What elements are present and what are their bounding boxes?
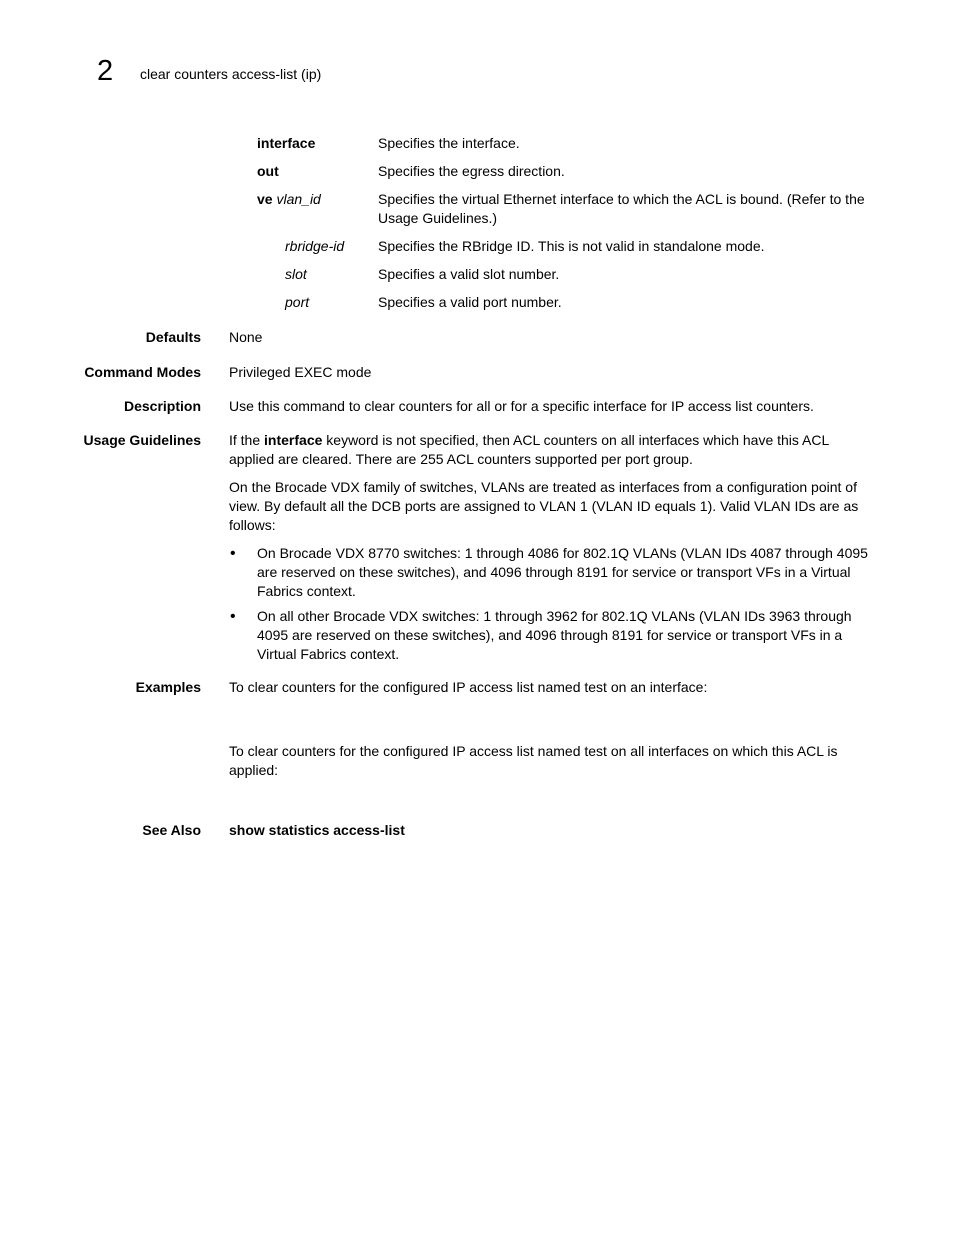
example-intro: To clear counters for the configured IP access list named test on all interfaces on which this ACL is applied:	[229, 743, 838, 778]
param-row-rbridge-id	[257, 237, 869, 256]
param-description: Specifies a valid port number.	[378, 294, 562, 310]
parameter-table	[257, 134, 869, 321]
list-item	[229, 544, 869, 601]
param-description: Specifies a valid slot number.	[378, 266, 560, 282]
param-keyword: interface	[257, 135, 316, 151]
usage-text: keyword is not specified, then ACL counters on all interfaces which have this ACL applied are cleared. There are 255 ACL counters supported per port group.	[229, 432, 829, 467]
bullet-icon: •	[230, 608, 236, 625]
param-argument: port	[285, 294, 310, 310]
param-row-out	[257, 162, 869, 181]
param-description: Specifies the egress direction.	[378, 163, 565, 179]
param-argument: rbridge-id	[285, 238, 345, 254]
param-description: Specifies the virtual Ethernet interface to which the ACL is bound. (Refer to the Usage Guidelines.)	[378, 191, 865, 226]
param-term	[285, 237, 344, 256]
param-term	[257, 134, 315, 153]
usage-paragraph	[229, 431, 869, 469]
param-description: Specifies the RBridge ID. This is not valid in standalone mode.	[378, 238, 765, 254]
section-label: Examples	[135, 679, 201, 695]
param-term	[257, 190, 321, 209]
section-label: Defaults	[145, 329, 201, 345]
param-row-port	[257, 293, 869, 312]
param-term	[285, 293, 309, 312]
list-item	[229, 607, 869, 664]
param-keyword: out	[257, 163, 279, 179]
chapter-number: 2	[97, 55, 114, 87]
section-label: Description	[123, 398, 201, 414]
param-description: Specifies the interface.	[378, 135, 520, 151]
vlan-id-list	[229, 544, 869, 664]
param-keyword: ve	[257, 191, 273, 207]
section-label: Command Modes	[84, 364, 201, 380]
section-body: None	[229, 329, 263, 345]
usage-paragraph: On the Brocade VDX family of switches, VLANs are treated as interfaces from a configuration point of view. By default all the DCB ports are assigned to VLAN 1 (VLAN ID equals 1). Valid VLAN IDs are as follows:	[229, 479, 859, 533]
section-body: Use this command to clear counters for all or for a specific interface for IP access list counters.	[229, 398, 814, 414]
example-intro: To clear counters for the configured IP access list named test on an interface:	[229, 679, 708, 695]
list-item-text: On all other Brocade VDX switches: 1 through 3962 for 802.1Q VLANs (VLAN IDs 3963 through 4095 are reserved on these switches), and 4096 through 8191 for service or transport VFs in a Virtual Fabrics context.	[257, 608, 852, 662]
param-row-ve	[257, 190, 869, 228]
section-body	[229, 431, 869, 670]
section-body: Privileged EXEC mode	[229, 364, 372, 380]
usage-keyword: interface	[264, 432, 323, 448]
section-label: Usage Guidelines	[83, 432, 201, 448]
param-term	[257, 162, 279, 181]
param-argument: slot	[285, 266, 307, 282]
section-body	[229, 821, 869, 840]
section-label: See Also	[142, 822, 201, 838]
bullet-icon: •	[230, 545, 236, 562]
usage-text: If the	[229, 432, 265, 448]
param-row-slot	[257, 265, 869, 284]
running-head: clear counters access-list (ip)	[140, 66, 322, 82]
param-argument: vlan_id	[276, 191, 321, 207]
param-row-interface	[257, 134, 869, 153]
section-body	[229, 678, 869, 789]
param-term	[285, 265, 307, 284]
list-item-text: On Brocade VDX 8770 switches: 1 through 4086 for 802.1Q VLANs (VLAN IDs 4087 through 4095 are reserved on these switches), and 4096 through 8191 for service or transport VFs in a Virtual Fabrics context.	[257, 545, 868, 599]
see-also-link[interactable]: show statistics access-list	[229, 822, 405, 838]
